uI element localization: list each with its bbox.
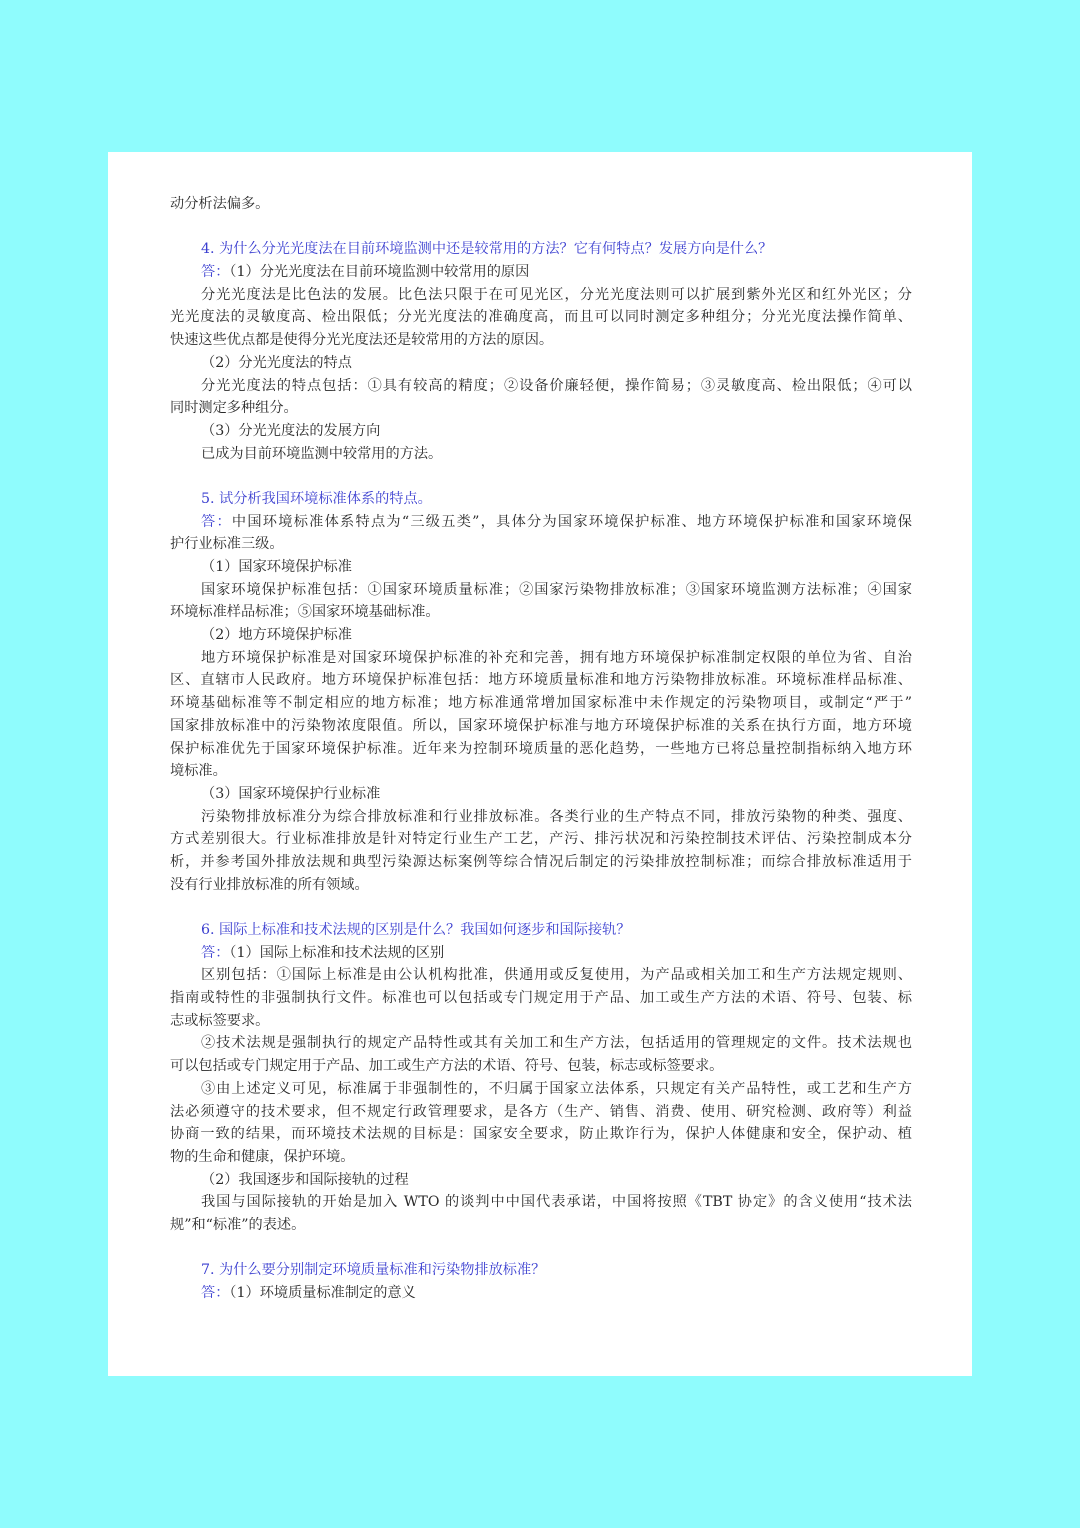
answer-line — [170, 511, 912, 534]
answer-label: 答： — [201, 513, 232, 530]
document-text — [170, 193, 912, 1305]
text-line: 护行业标准三级。 — [170, 536, 284, 553]
text-line: 快速这些优点都是使得分光光度法还是较常用的方法的原因。 — [170, 332, 554, 349]
text-line: （3）国家环境保护行业标准 — [201, 785, 381, 802]
text-line: 规”和“标准”的表述。 — [170, 1216, 306, 1233]
question-heading: 4. 为什么分光光度法在目前环境监测中还是较常用的方法？它有何特点？发展方向是什么？ — [201, 241, 773, 258]
question-heading: 6. 国际上标准和技术法规的区别是什么？我国如何逐步和国际接轨？ — [201, 922, 631, 938]
answer-text: 中国环境标准体系特点为“三级五类”，具体分为国家环境保护标准、地方环境保护标准和国家环境保 — [231, 513, 912, 530]
text-line: 环境基础标准等不制定相应的地方标准；地方标准通常增加国家标准中未作规定的污染物项目，或制定“严于” — [170, 695, 912, 712]
text-line: 我国与国际接轨的开始是加入 WTO 的谈判中中国代表承诺，中国将按照《TBT 协定》的含义使用“技术法 — [201, 1194, 912, 1211]
text-line: 志或标签要求。 — [170, 1012, 270, 1029]
text-line: 协商一致的结果，而环境技术法规的目标是：国家安全要求，防止欺诈行为，保护人体健康和安全，保护动、植 — [170, 1126, 912, 1143]
text-line: 指南或特性的非强制执行文件。标准也可以包括或专门规定用于产品、加工或生产方法的术语、符号、包装、标 — [170, 990, 912, 1007]
text-line: 方式差别很大。行业标准排放是针对特定行业生产工艺，产污、排污状况和污染控制技术评估、污染控制成本分 — [170, 831, 912, 848]
question-heading: 7. 为什么要分别制定环境质量标准和污染物排放标准？ — [201, 1262, 546, 1279]
text-line: （2）地方环境保护标准 — [201, 627, 352, 644]
text-line: 光光度法的灵敏度高、检出限低；分光光度法的准确度高，而且可以同时测定多种组分；分光光度法操作简单、 — [170, 309, 912, 326]
question-heading: 5. 试分析我国环境标准体系的特点。 — [201, 490, 432, 507]
text-line: 环境标准样品标准；⑤国家环境基础标准。 — [170, 604, 440, 621]
text-line: 地方环境保护标准是对国家环境保护标准的补充和完善，拥有地方环境保护标准制定权限的单位为省、自治 — [201, 649, 912, 666]
text-line: 同时测定多种组分。 — [170, 400, 298, 417]
text-line: 分光光度法的特点包括：①具有较高的精度；②设备价廉轻便，操作简易；③灵敏度高、检出限低；④可以 — [201, 377, 912, 394]
text-line: 没有行业排放标准的所有领域。 — [170, 876, 369, 893]
answer-text: （1）分光光度法在目前环境监测中较常用的原因 — [229, 264, 530, 281]
text-line: （2）我国逐步和国际接轨的过程 — [201, 1171, 409, 1188]
answer-line — [170, 1282, 912, 1305]
blank-line — [170, 465, 912, 488]
text-line: 物的生命和健康，保护环境。 — [170, 1148, 355, 1165]
document-page — [108, 152, 972, 1376]
answer-text: （1）国际上标准和技术法规的区别 — [229, 944, 445, 961]
text-line: ③由上述定义可见，标准属于非强制性的，不归属于国家立法体系，只规定有关产品特性，或工艺和生产方 — [201, 1080, 912, 1097]
text-line: 国家排放标准中的污染物浓度限值。所以，国家环境保护标准与地方环境保护标准的关系在执行方面，地方环境 — [170, 717, 912, 734]
text-line: 污染物排放标准分为综合排放标准和行业排放标准。各类行业的生产特点不同，排放污染物的种类、强度、 — [201, 808, 912, 825]
text-line: 动分析法偏多。 — [170, 196, 270, 212]
text-line: 区别包括：①国际上标准是由公认机构批准，供通用或反复使用，为产品或相关加工和生产方法规定规则、 — [201, 967, 912, 984]
text-line: 已成为目前环境监测中较常用的方法。 — [201, 445, 443, 462]
text-line: 保护标准优先于国家环境保护标准。近年来为控制环境质量的恶化趋势，一些地方已将总量控制指标纳入地方环 — [170, 740, 912, 757]
blank-line — [170, 216, 912, 239]
text-line: 法必须遵守的技术要求，但不规定行政管理要求，是各方（生产、销售、消费、使用、研究检测、政府等）利益 — [170, 1103, 912, 1120]
text-line: （2）分光光度法的特点 — [201, 354, 352, 371]
answer-label: 答： — [201, 1285, 230, 1301]
text-line: （3）分光光度法的发展方向 — [201, 422, 381, 439]
text-line: （1）国家环境保护标准 — [201, 559, 352, 575]
text-line: 国家环境保护标准包括：①国家环境质量标准；②国家污染物排放标准；③国家环境监测方法标准；④国家 — [201, 581, 912, 598]
text-line: 区、直辖市人民政府。地方环境保护标准包括：地方环境质量标准和地方污染物排放标准。环境标准样品标准、 — [170, 672, 912, 689]
blank-line — [170, 1237, 912, 1260]
text-line: 可以包括或专门规定用于产品、加工或生产方法的术语、符号、包装，标志或标签要求。 — [170, 1058, 724, 1075]
blank-line — [170, 896, 912, 919]
text-line: 分光光度法是比色法的发展。比色法只限于在可见光区，分光光度法则可以扩展到紫外光区和红外光区；分 — [201, 286, 912, 303]
text-line: 境标准。 — [170, 763, 227, 780]
text-line: 析，并参考国外排放法规和典型污染源达标案例等综合情况后制定的污染排放控制标准；而综合排放标准适用于 — [170, 853, 912, 870]
answer-line — [170, 261, 912, 284]
answer-line — [170, 942, 912, 965]
answer-label: 答： — [201, 944, 230, 961]
answer-text: （1）环境质量标准制定的意义 — [229, 1285, 416, 1301]
text-line: ②技术法规是强制执行的规定产品特性或其有关加工和生产方法，包括适用的管理规定的文件。技术法规也 — [201, 1035, 912, 1052]
answer-label: 答： — [201, 264, 230, 281]
